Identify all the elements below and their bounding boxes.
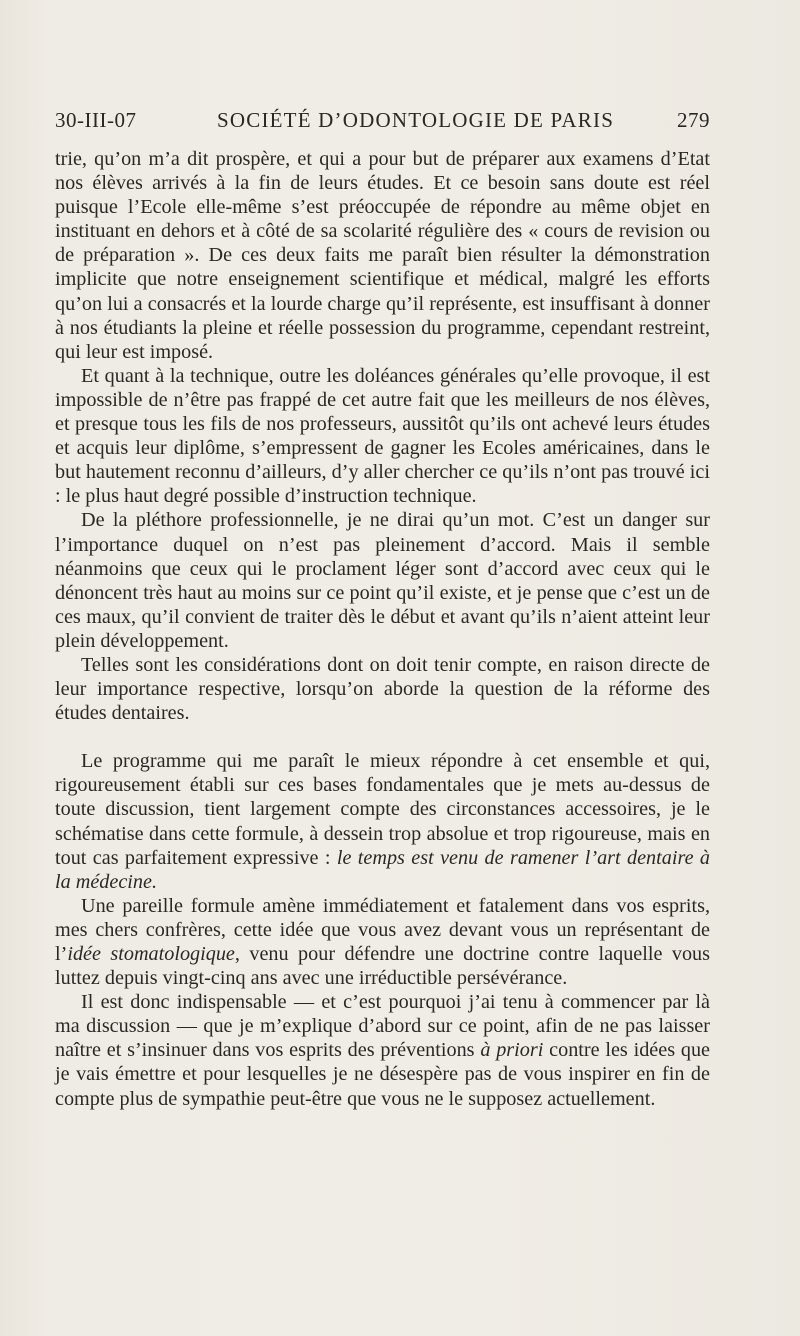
paragraph-plethore: De la pléthore professionnelle, je ne dirai qu’un mot. C’est un danger sur l’importance duquel on n’est pas pleinement d’accord. Mais il semble néanmoins que ceux qui le proclament léger sont d’accord avec ceux qui le dénoncent très haut au moins sur ce point qu’il existe, et je pense que c’est un de ces maux, qu’il convient de traiter dès le début et avant qu’ils n’aient atteint leur plein développement. — [55, 509, 710, 652]
paragraph-technique: Et quant à la technique, outre les doléances générales qu’elle provoque, il est impossible de n’être pas frappé de cet autre fait que les meilleurs de nos élèves, et presque tous les fils de nos professeurs, aussitôt qu’ils ont achevé leurs études et acquis leur diplôme, s’empressent de gagner les Ecoles américaines, dans le but hautement reconnu d’ailleurs, d’y aller chercher ce qu’ils n’ont pas trouvé ici : le plus haut degré possible d’instruction technique. — [55, 364, 710, 508]
body-text — [55, 147, 710, 1111]
running-head — [55, 108, 710, 136]
paragraph-considerations: Telles sont les considérations dont on doit tenir compte, en raison directe de leur importance respective, lorsqu’on aborde la question de la réforme des études dentaires. — [55, 653, 710, 725]
paragraph-formule — [55, 894, 710, 990]
paragraph-programme — [55, 749, 710, 894]
paragraph-indispensable-italic: à priori — [480, 1039, 544, 1062]
paragraph-formule-text-start: Une pareille formule amène immédiatement et fatalement dans vos esprits, mes chers confrères, cette idée que vous avez devant vous un représentant de l’ — [55, 894, 710, 965]
paragraph-programme-formula: le temps est venu de ramener l’art dentaire à la médecine. — [55, 846, 710, 893]
header-date: 30-III-07 — [55, 108, 137, 132]
paragraph-formule-italic: idée stomatologique — [67, 943, 235, 965]
paragraph-continuation: trie, qu’on m’a dit prospère, et qui a pour but de préparer aux examens d’Etat nos élèves arrivés à la fin de leurs études. Et ce besoin sans doute est réel puisque l’Ecole elle-même s’est préoccupée de répondre au même objet en instituant en dehors et à côté de sa scolarité régulière des « cours de revision ou de préparation ». De ces deux faits me paraît bien résulter la démonstration implicite que notre enseignement scientifique et médical, malgré les efforts qu’on lui a consacrés et la lourde charge qu’il représente, est insuffisant à donner à nos étudiants la pleine et réelle possession du programme, cependant restreint, qui leur est imposé. — [55, 148, 710, 363]
paragraph-indispensable — [55, 990, 710, 1110]
page-number: 279 — [677, 108, 710, 132]
header-title: SOCIÉTÉ D’ODONTOLOGIE DE PARIS — [217, 108, 615, 132]
paragraph-indispensable-text-end: contre les idées que je vais émettre et pour lesquelles je ne désespère pas de vous inspirer en fin de compte plus de sympathie peut-être que vous ne le supposez actuellement. — [55, 1039, 710, 1110]
paragraph-programme-text: Le programme qui me paraît le mieux répondre à cet ensemble et qui, rigoureusement établi sur ces bases fondamentales que je mets au-dessus de toute discussion, tient largement compte des circonstances accessoires, je le schématise dans cette formule, à dessein trop absolue et trop rigoureuse, mais en tout cas parfaitement expressive : — [55, 750, 710, 869]
paragraph-formule-text-end: , venu pour défendre une doctrine contre laquelle vous luttez depuis vingt-cinq ans avec une irréductible persévérance. — [55, 943, 710, 990]
paragraph-indispensable-text-start: Il est donc indispensable — et c’est pourquoi j’ai tenu à commencer par là ma discussion — que je m’explique d’abord sur ce point, afin de ne pas laisser naître et s’insinuer dans vos esprits des préventions — [55, 991, 710, 1062]
